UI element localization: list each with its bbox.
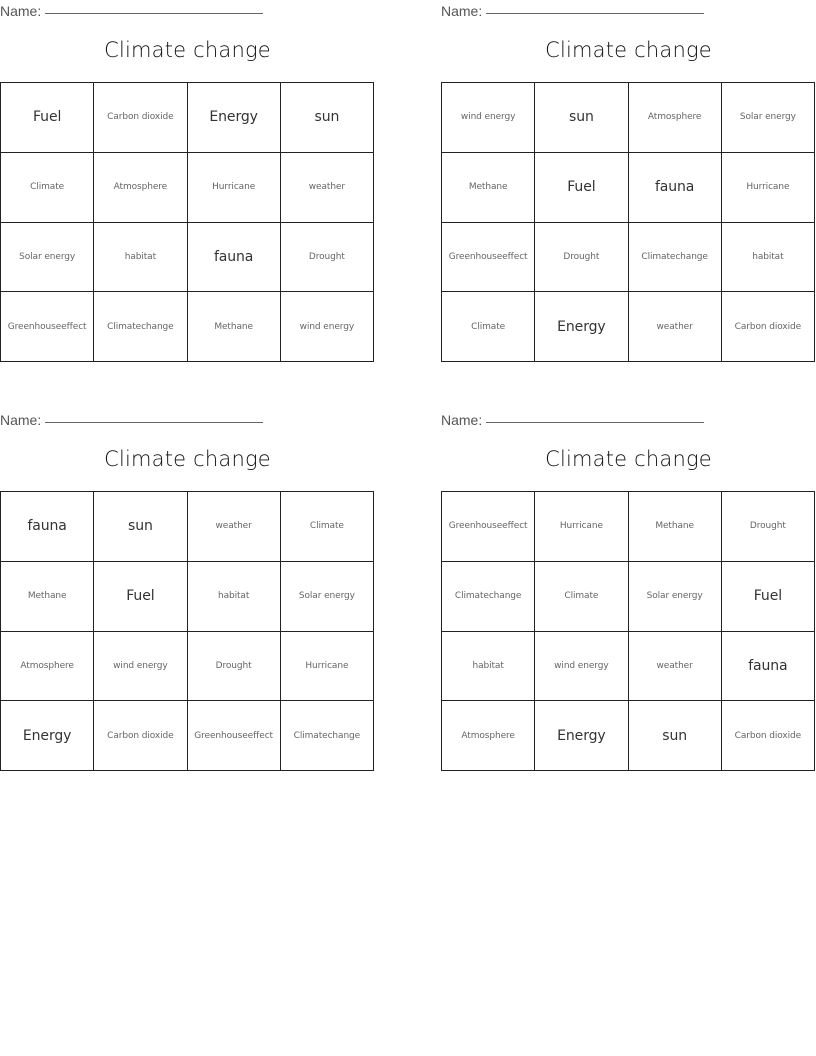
name-blank-line[interactable] — [486, 422, 704, 423]
bingo-cell[interactable]: Fuel — [94, 562, 187, 632]
name-label: Name: — [0, 3, 42, 19]
bingo-cell[interactable]: Greenhouseeffect — [442, 492, 535, 562]
bingo-grid — [0, 491, 374, 771]
bingo-cell[interactable]: wind energy — [535, 632, 628, 702]
bingo-grid — [441, 82, 815, 362]
bingo-cell[interactable]: sun — [94, 492, 187, 562]
bingo-cell[interactable]: wind energy — [94, 632, 187, 702]
name-field[interactable] — [0, 3, 263, 19]
bingo-cell[interactable]: Climatechange — [281, 701, 374, 771]
bingo-grid — [441, 491, 815, 771]
bingo-cell[interactable]: Fuel — [535, 153, 628, 223]
bingo-cell[interactable]: weather — [629, 292, 722, 362]
name-field[interactable] — [0, 412, 263, 428]
card-title: Climate change — [545, 38, 712, 62]
bingo-cell[interactable]: Methane — [1, 562, 94, 632]
bingo-cell[interactable]: Climate — [1, 153, 94, 223]
bingo-cell[interactable]: Drought — [722, 492, 815, 562]
bingo-cell[interactable]: fauna — [722, 632, 815, 702]
bingo-cell[interactable]: habitat — [94, 223, 187, 293]
bingo-cell[interactable]: Climatechange — [629, 223, 722, 293]
bingo-cell[interactable]: Carbon dioxide — [94, 83, 187, 153]
bingo-cell[interactable]: Energy — [1, 701, 94, 771]
bingo-cell[interactable]: Hurricane — [722, 153, 815, 223]
bingo-cell[interactable]: Carbon dioxide — [94, 701, 187, 771]
bingo-cell[interactable]: Climatechange — [94, 292, 187, 362]
bingo-cell[interactable]: weather — [281, 153, 374, 223]
bingo-cell[interactable]: wind energy — [281, 292, 374, 362]
name-label: Name: — [0, 412, 42, 428]
name-blank-line[interactable] — [45, 422, 263, 423]
bingo-cell[interactable]: Drought — [535, 223, 628, 293]
bingo-cell[interactable]: Drought — [188, 632, 281, 702]
bingo-cell[interactable]: Climate — [281, 492, 374, 562]
bingo-card-2 — [441, 0, 816, 360]
bingo-cell[interactable]: Hurricane — [281, 632, 374, 702]
bingo-cell[interactable]: weather — [629, 632, 722, 702]
name-field[interactable] — [441, 412, 704, 428]
bingo-cell[interactable]: Climate — [442, 292, 535, 362]
bingo-cell[interactable]: Energy — [535, 701, 628, 771]
bingo-cell[interactable]: habitat — [188, 562, 281, 632]
name-blank-line[interactable] — [486, 13, 704, 14]
name-blank-line[interactable] — [45, 13, 263, 14]
bingo-cell[interactable]: Atmosphere — [94, 153, 187, 223]
name-label: Name: — [441, 412, 483, 428]
bingo-cell[interactable]: Hurricane — [535, 492, 628, 562]
card-title: Climate change — [104, 38, 271, 62]
bingo-cell[interactable]: weather — [188, 492, 281, 562]
bingo-cell[interactable]: habitat — [442, 632, 535, 702]
bingo-grid — [0, 82, 374, 362]
bingo-cell[interactable]: sun — [535, 83, 628, 153]
bingo-cell[interactable]: Greenhouseeffect — [188, 701, 281, 771]
card-title: Climate change — [104, 447, 271, 471]
name-field[interactable] — [441, 3, 704, 19]
bingo-cell[interactable]: Hurricane — [188, 153, 281, 223]
card-title: Climate change — [545, 447, 712, 471]
bingo-cell[interactable]: Climate — [535, 562, 628, 632]
bingo-cell[interactable]: Greenhouseeffect — [1, 292, 94, 362]
bingo-cell[interactable]: sun — [281, 83, 374, 153]
bingo-cell[interactable]: Methane — [629, 492, 722, 562]
bingo-cell[interactable]: habitat — [722, 223, 815, 293]
bingo-cell[interactable]: sun — [629, 701, 722, 771]
bingo-cell[interactable]: Atmosphere — [442, 701, 535, 771]
bingo-cell[interactable]: Solar energy — [1, 223, 94, 293]
name-label: Name: — [441, 3, 483, 19]
bingo-cell[interactable]: Solar energy — [629, 562, 722, 632]
bingo-cell[interactable]: Climatechange — [442, 562, 535, 632]
bingo-cell[interactable]: Solar energy — [722, 83, 815, 153]
bingo-cell[interactable]: wind energy — [442, 83, 535, 153]
bingo-cell[interactable]: fauna — [1, 492, 94, 562]
bingo-cell[interactable]: Fuel — [1, 83, 94, 153]
bingo-cell[interactable]: Energy — [188, 83, 281, 153]
bingo-cell[interactable]: Energy — [535, 292, 628, 362]
bingo-cell[interactable]: fauna — [629, 153, 722, 223]
bingo-cell[interactable]: Methane — [188, 292, 281, 362]
bingo-cell[interactable]: Solar energy — [281, 562, 374, 632]
bingo-cell[interactable]: Methane — [442, 153, 535, 223]
bingo-card-1 — [0, 0, 375, 360]
bingo-card-4 — [441, 409, 816, 769]
bingo-card-3 — [0, 409, 375, 769]
bingo-cell[interactable]: Atmosphere — [629, 83, 722, 153]
bingo-cell[interactable]: Drought — [281, 223, 374, 293]
bingo-cell[interactable]: Fuel — [722, 562, 815, 632]
bingo-cell[interactable]: Atmosphere — [1, 632, 94, 702]
bingo-cell[interactable]: Carbon dioxide — [722, 292, 815, 362]
bingo-cell[interactable]: Greenhouseeffect — [442, 223, 535, 293]
bingo-cell[interactable]: fauna — [188, 223, 281, 293]
bingo-cell[interactable]: Carbon dioxide — [722, 701, 815, 771]
